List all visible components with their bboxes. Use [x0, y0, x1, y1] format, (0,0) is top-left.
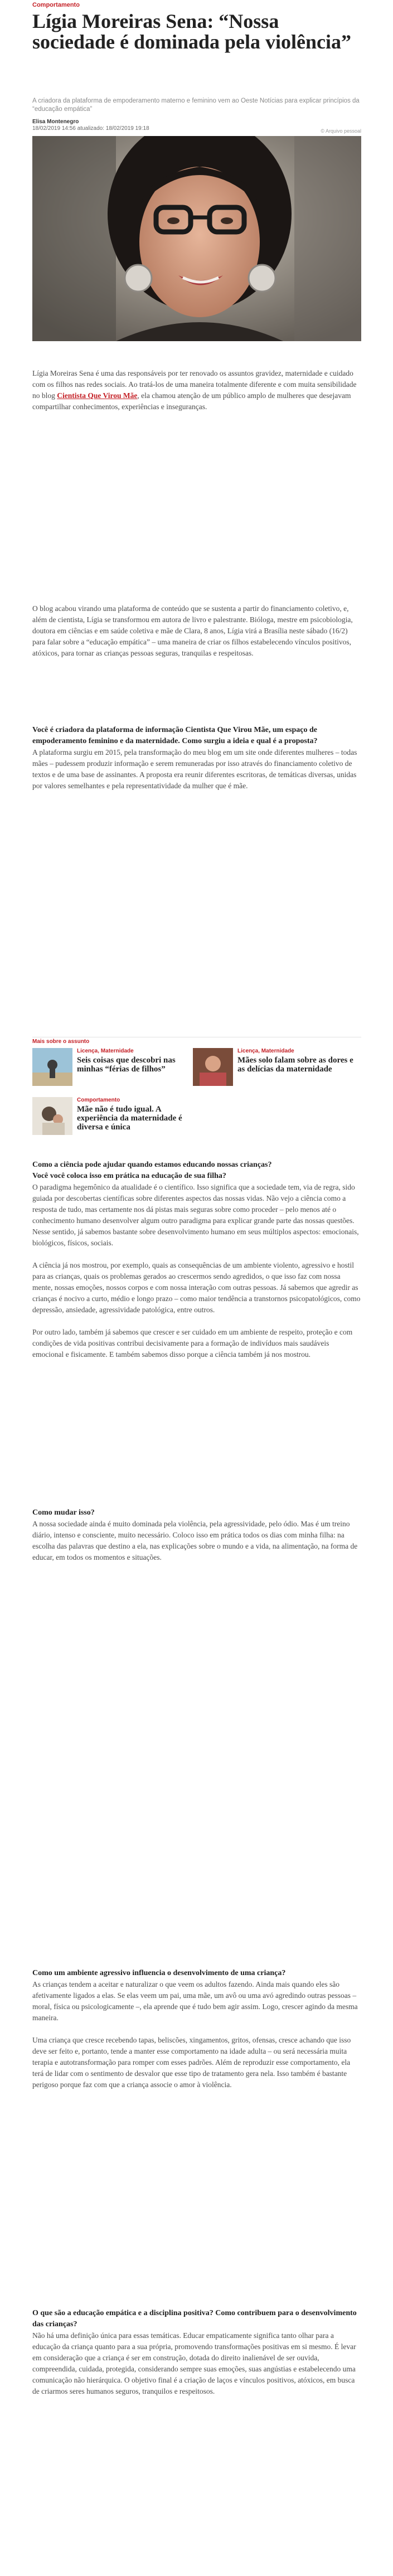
answer-2a: O paradigma hegemônico da atualidade é o científico. Isso significa que a sociedade tem, via de regra, sido guiada por descobertas científicas sobre diferentes aspectos das nossas vidas. Não vejo a ciência como a resposta de tudo, mas certamente nos dá pistas mais seguras sobre como proceder – pelo menos até o conhecimento humano desenvolver algum outro paradigma para explicar grande parte das nossas questões. Nesse sentido, já sabemos bastante sobre desenvolvimento humano em seus múltiplos aspectos: emocionais, biológicos, físicos, sociais. — [32, 1183, 359, 1247]
related-thumb-3 — [32, 1097, 72, 1135]
related-card-1[interactable] — [32, 1048, 200, 1094]
related-tag-3[interactable]: Comportamento — [77, 1097, 120, 1103]
interview-block-2 — [32, 1160, 361, 1360]
related-title-2[interactable]: Mães solo falam sobre as dores e as delícias da maternidade — [237, 1056, 353, 1074]
article-standfirst: A criadora da plataforma de empoderamento materno e feminino vem ao Oeste Notícias para explicar princípios da “educação empática” — [32, 98, 360, 113]
interview-block-5 — [32, 2308, 361, 2397]
blog-link[interactable]: Cientista Que Virou Mãe — [57, 391, 138, 400]
answer-4a: As crianças tendem a aceitar e naturalizar o que veem os adultos fazendo. Ainda mais quando eles são afetivamente ligados a elas. Se elas veem um pai, uma mãe, um avô ou uma avó agredindo outras pessoas – moral, física ou psicologicamente –, ela aprende que é tudo bem agir assim. Logo, crescer agindo da mesma maneira. — [32, 1980, 358, 2022]
related-thumb-1 — [32, 1048, 72, 1086]
question-2a: Como a ciência pode ajudar quando estamos educando nossas crianças? — [32, 1161, 272, 1169]
author-name[interactable]: Elisa Montenegro — [32, 119, 79, 125]
answer-4b: Uma criança que cresce recebendo tapas, beliscões, xingamentos, gritos, ofensas, cresce achando que isso deve ser feito e, portanto, tende a manter esse comportamento na idade adulta – ou será necessária muita terapia e autotransformação para romper com esses padrões. Além de reproduzir esse comportamento, ela terá de lidar com o sentimento de desvalor que esse tipo de tratamento gera nela. Isso também é bastante perigoso porque faz com que a criança associe o amor à violência. — [32, 2036, 351, 2089]
related-tag-2[interactable]: Licença, Maternidade — [237, 1048, 294, 1054]
question-4: Como um ambiente agressivo influencia o desenvolvimento de uma criança? — [32, 1969, 286, 1977]
portrait-illustration — [32, 136, 361, 341]
photo-credit: © Arquivo pessoal — [321, 128, 361, 134]
interview-block-4 — [32, 1968, 361, 2090]
related-title-1[interactable]: Seis coisas que descobri nas minhas “férias de filhos” — [77, 1056, 176, 1074]
related-card-2[interactable] — [193, 1048, 360, 1094]
hero-photo — [32, 136, 361, 341]
answer-3: A nossa sociedade ainda é muito dominada pela violência, pela agressividade, pelo ódio. Mas é um treino diário, intenso e consciente, muito necessário. Coloco isso em prática todos os dias com minha filha: na escolha das palavras que destino a ela, nas explicações sobre o mundo e a vida, na alimentação, na forma de educar, em todos os momentos e situações. — [32, 1520, 358, 1561]
related-thumb-2 — [193, 1048, 233, 1086]
related-title-3[interactable]: Mãe não é tudo igual. A experiência da maternidade é diversa e única — [77, 1105, 182, 1132]
intro-text: Lígia Moreiras Sena é uma das responsáveis por ter renovado os assuntos gravidez, maternidade e cuidado com os filhos nas redes sociais. Ao tratá-los de uma maneira totalmente diferente e com muita sensibilidade no blog — [32, 369, 357, 400]
paragraph-intro — [32, 368, 361, 413]
interview-block-1 — [32, 725, 361, 792]
article-title: Lígia Moreiras Sena: “Nossa sociedade é dominada pela violência” — [32, 10, 352, 53]
question-3: Como mudar isso? — [32, 1508, 95, 1517]
publish-date: 18/02/2019 14:56 atualizado: 18/02/2019 19:18 — [32, 125, 149, 132]
photo-credit-row — [32, 128, 361, 135]
question-1: Você é criadora da plataforma de informação Cientista Que Virou Mãe, um espaço de empoderamento feminino e da maternidade. Como surgiu a ideia e qual é a proposta? — [32, 726, 318, 745]
question-2b: Você você coloca isso em prática na educação de sua filha? — [32, 1172, 226, 1180]
answer-1: A plataforma surgiu em 2015, pela transformação do meu blog em um site onde diferentes mulheres – todas mães – pudessem produzir informação e serem remuneradas por isso através do financiamento coletivo de textos e de uma base de assinantes. A proposta era reunir diferentes escritoras, de temáticas diversas, unidas por valores semelhantes e pela representatividade da mulher que é mãe. — [32, 748, 357, 790]
answer-2b: A ciência já nos mostrou, por exemplo, quais as consequências de um ambiente violento, agressivo e hostil para as crianças, quais os problemas gerados ao crescermos sendo agredidos, o que isso faz com nossa mente, nossas emoções, nossos corpos e com nossa interação com outras pessoas. Já sabemos que agredir as crianças é nocivo a curto, médio e longo prazo – como maior tendência a transtornos psicopatológicos, como depressão, ansiedade, agressividade patológica, entre outros. — [32, 1261, 361, 1314]
answer-2c: Por outro lado, também já sabemos que crescer e ser cuidado em um ambiente de respeito, proteção e com condições de vida positivas contribui decisivamente para a formação de indivíduos mais saudáveis emocional e fisicamente. E também sabemos disso porque a ciência também já nos mostrou. — [32, 1328, 353, 1359]
intro-text-end: , ela chamou atenção de um público amplo de mulheres que desejavam compartilhar conhecimentos, experiências e inseguranças. — [32, 391, 351, 411]
question-5: O que são a educação empática e a disciplina positiva? Como contribuem para o desenvolvimento das crianças? — [32, 2309, 357, 2328]
paragraph-context: O blog acabou virando uma plataforma de conteúdo que se sustenta a partir do financiamento coletivo, e, além de cientista, Lígia se transformou em autora de livro e palestrante. Bióloga, mestre em psicobiologia, doutora em ciências e em saúde coletiva e mãe de Clara, 8 anos, Lígia virá a Brasília neste sábado (16/2) para falar sobre a “educação empática” – uma maneira de criar os filhos estabelecendo vínculos positivos, atóxicos, para tornar as crianças pessoas seguras, tranquilas e respeitosas. — [32, 604, 353, 657]
related-tag-1[interactable]: Licença, Maternidade — [77, 1048, 134, 1054]
related-card-3[interactable] — [32, 1097, 200, 1143]
interview-block-3 — [32, 1507, 361, 1563]
related-heading: Mais sobre o assunto — [32, 1037, 361, 1045]
section-tag[interactable]: Comportamento — [32, 2, 80, 8]
answer-5: Não há uma definição única para essas temáticas. Educar empaticamente significa tanto olhar para a educação da criança quanto para a sua própria, promovendo transformações positivas em si mesmo. É levar em consideração que a criança é ser em construção, dotada do direito inalienável de ser ouvida, compreendida, cuidada, protegida, considerando sempre suas emoções, suas angústias e estabelecendo uma comunicação não hierárquica. O objetivo final é a criação de laços e vínculos positivos, atóxicos, em busca de criarmos seres humanos seguros, tranquilos e respeitosos. — [32, 2331, 356, 2395]
